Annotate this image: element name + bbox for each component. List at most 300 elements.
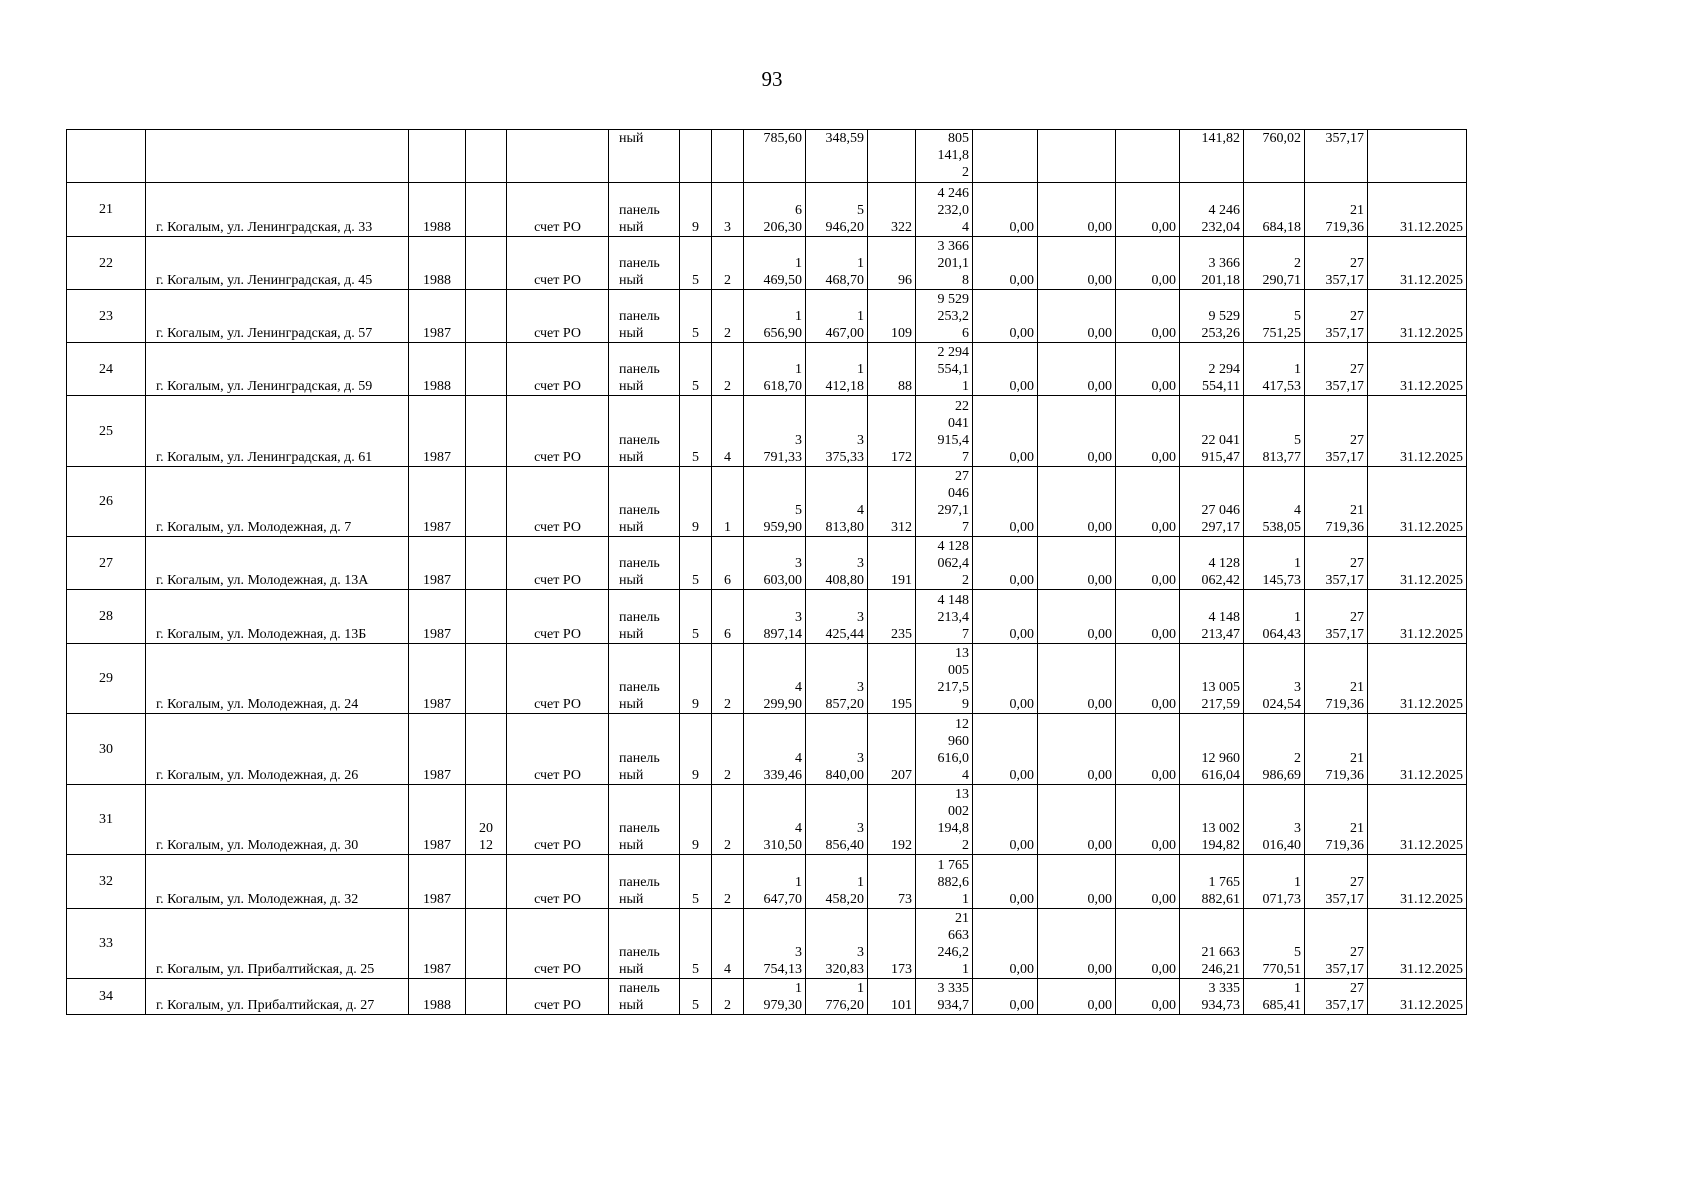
- cell-limit-cost-per-sqm: 27 357,17: [1305, 237, 1368, 290]
- table-row: [67, 979, 1467, 1015]
- cell-residents: 312: [868, 467, 916, 537]
- cell-year-renovated: [466, 590, 507, 644]
- cell-address: г. Когалым, ул. Ленинградская, д. 33: [146, 183, 409, 237]
- cell-limit-cost-per-sqm: 27 357,17: [1305, 855, 1368, 909]
- cell-year-renovated: [466, 644, 507, 714]
- cell-account-type: счет РО: [507, 467, 609, 537]
- cell-planned-date: 31.12.2025: [1368, 785, 1467, 855]
- cell-residents: 96: [868, 237, 916, 290]
- cell-year-renovated: [466, 979, 507, 1015]
- cell-total-area: 3 754,13: [744, 909, 806, 979]
- cell-planned-date: 31.12.2025: [1368, 237, 1467, 290]
- cell-cost-part-3: 0,00: [1116, 714, 1180, 785]
- cell-total-cost: 4 148 213,4 7: [916, 590, 973, 644]
- cell-floors: 9: [680, 644, 712, 714]
- cell-residents: 207: [868, 714, 916, 785]
- cell-year-renovated: [466, 714, 507, 785]
- cell-total-area: 3 897,14: [744, 590, 806, 644]
- cell-total-cost: 22 041 915,4 7: [916, 396, 973, 467]
- cell-total-area: 5 959,90: [744, 467, 806, 537]
- cell-total-area: 1 656,90: [744, 290, 806, 343]
- cell-cost-part-3: 0,00: [1116, 290, 1180, 343]
- cell-cost-part-2: 0,00: [1038, 855, 1116, 909]
- cell-floors: 9: [680, 183, 712, 237]
- cell-wall-material: панель ный: [609, 644, 680, 714]
- cell-account-type: счет РО: [507, 909, 609, 979]
- cell-limit-cost-per-sqm: 21 719,36: [1305, 785, 1368, 855]
- cell-wall-material: панель ный: [609, 785, 680, 855]
- cell-wall-material: панель ный: [609, 343, 680, 396]
- cell-cost-part-1: 0,00: [973, 343, 1038, 396]
- table-row: [67, 714, 1467, 785]
- cell-cost-part-2: 0,00: [1038, 467, 1116, 537]
- cell-residents: 109: [868, 290, 916, 343]
- cell-row-number: 22: [67, 237, 146, 290]
- cell-cost-fund: 141,82: [1180, 130, 1244, 183]
- cell-cost-part-1: 0,00: [973, 183, 1038, 237]
- cell-planned-date: 31.12.2025: [1368, 855, 1467, 909]
- cell-year-renovated: [466, 130, 507, 183]
- cell-row-number: 31: [67, 785, 146, 855]
- cell-residents: 173: [868, 909, 916, 979]
- cell-wall-material: панель ный: [609, 855, 680, 909]
- cell-entrances: 2: [712, 237, 744, 290]
- cell-total-cost: 13 005 217,5 9: [916, 644, 973, 714]
- cell-limit-cost-per-sqm: 27 357,17: [1305, 909, 1368, 979]
- cell-cost-fund: 27 046 297,17: [1180, 467, 1244, 537]
- cell-cost-per-sqm: 3 024,54: [1244, 644, 1305, 714]
- cell-cost-per-sqm: 1 064,43: [1244, 590, 1305, 644]
- cell-year-renovated: [466, 183, 507, 237]
- cell-total-cost: 12 960 616,0 4: [916, 714, 973, 785]
- cell-account-type: счет РО: [507, 343, 609, 396]
- cell-total-cost: 2 294 554,1 1: [916, 343, 973, 396]
- cell-cost-part-1: 0,00: [973, 237, 1038, 290]
- cell-cost-part-2: 0,00: [1038, 590, 1116, 644]
- cell-account-type: счет РО: [507, 537, 609, 590]
- cell-wall-material: панель ный: [609, 979, 680, 1015]
- cell-limit-cost-per-sqm: 357,17: [1305, 130, 1368, 183]
- cell-cost-per-sqm: 2 290,71: [1244, 237, 1305, 290]
- cell-cost-part-1: 0,00: [973, 590, 1038, 644]
- cell-planned-date: 31.12.2025: [1368, 183, 1467, 237]
- cell-residents: 322: [868, 183, 916, 237]
- cell-cost-part-3: 0,00: [1116, 467, 1180, 537]
- cell-cost-per-sqm: 3 016,40: [1244, 785, 1305, 855]
- cell-cost-part-2: 0,00: [1038, 537, 1116, 590]
- table-row: [67, 644, 1467, 714]
- cell-cost-fund: 1 765 882,61: [1180, 855, 1244, 909]
- table-row: [67, 237, 1467, 290]
- cell-planned-date: 31.12.2025: [1368, 343, 1467, 396]
- cell-year-built: 1987: [409, 537, 466, 590]
- cell-address: г. Когалым, ул. Молодежная, д. 30: [146, 785, 409, 855]
- cell-limit-cost-per-sqm: 27 357,17: [1305, 590, 1368, 644]
- cell-total-cost: 13 002 194,8 2: [916, 785, 973, 855]
- cell-limit-cost-per-sqm: 21 719,36: [1305, 714, 1368, 785]
- cell-floors: 5: [680, 590, 712, 644]
- cell-row-number: 24: [67, 343, 146, 396]
- cell-cost-part-2: 0,00: [1038, 343, 1116, 396]
- cell-cost-part-3: 0,00: [1116, 909, 1180, 979]
- cell-address: г. Когалым, ул. Молодежная, д. 32: [146, 855, 409, 909]
- cell-total-cost: 3 366 201,1 8: [916, 237, 973, 290]
- cell-floors: 5: [680, 909, 712, 979]
- cell-floors: 5: [680, 396, 712, 467]
- cell-year-built: 1987: [409, 855, 466, 909]
- cell-address: г. Когалым, ул. Ленинградская, д. 45: [146, 237, 409, 290]
- cell-wall-material: панель ный: [609, 714, 680, 785]
- cell-total-area: 3 791,33: [744, 396, 806, 467]
- cell-cost-fund: 4 128 062,42: [1180, 537, 1244, 590]
- cell-cost-part-3: 0,00: [1116, 590, 1180, 644]
- cell-year-built: 1988: [409, 183, 466, 237]
- cell-cost-fund: 21 663 246,21: [1180, 909, 1244, 979]
- cell-total-cost: 4 246 232,0 4: [916, 183, 973, 237]
- cell-entrances: 2: [712, 979, 744, 1015]
- table-row: [67, 343, 1467, 396]
- cell-cost-per-sqm: 5 751,25: [1244, 290, 1305, 343]
- cell-living-area: 3 840,00: [806, 714, 868, 785]
- cell-residents: 235: [868, 590, 916, 644]
- cell-address: г. Когалым, ул. Ленинградская, д. 57: [146, 290, 409, 343]
- cell-cost-part-2: 0,00: [1038, 183, 1116, 237]
- cell-year-built: 1988: [409, 979, 466, 1015]
- cell-account-type: счет РО: [507, 644, 609, 714]
- cell-living-area: 1 776,20: [806, 979, 868, 1015]
- cell-year-built: 1987: [409, 714, 466, 785]
- cell-cost-part-3: 0,00: [1116, 343, 1180, 396]
- cell-cost-part-3: [1116, 130, 1180, 183]
- table-row: [67, 785, 1467, 855]
- cell-address: г. Когалым, ул. Молодежная, д. 24: [146, 644, 409, 714]
- cell-row-number: 25: [67, 396, 146, 467]
- cell-cost-part-1: 0,00: [973, 537, 1038, 590]
- cell-planned-date: 31.12.2025: [1368, 979, 1467, 1015]
- cell-planned-date: 31.12.2025: [1368, 714, 1467, 785]
- cell-cost-part-3: 0,00: [1116, 855, 1180, 909]
- cell-year-renovated: [466, 855, 507, 909]
- cell-row-number: 33: [67, 909, 146, 979]
- cell-total-cost: 21 663 246,2 1: [916, 909, 973, 979]
- cell-limit-cost-per-sqm: 27 357,17: [1305, 343, 1368, 396]
- cell-cost-per-sqm: 1 145,73: [1244, 537, 1305, 590]
- cell-entrances: 2: [712, 290, 744, 343]
- cell-address: г. Когалым, ул. Прибалтийская, д. 27: [146, 979, 409, 1015]
- cell-cost-part-3: 0,00: [1116, 237, 1180, 290]
- cell-floors: 5: [680, 343, 712, 396]
- cell-wall-material: панель ный: [609, 590, 680, 644]
- cell-floors: 9: [680, 785, 712, 855]
- cell-planned-date: 31.12.2025: [1368, 467, 1467, 537]
- cell-total-cost: 4 128 062,4 2: [916, 537, 973, 590]
- cell-cost-fund: 2 294 554,11: [1180, 343, 1244, 396]
- cell-living-area: 1 458,20: [806, 855, 868, 909]
- cell-year-renovated: [466, 396, 507, 467]
- cell-entrances: 4: [712, 396, 744, 467]
- cell-address: г. Когалым, ул. Ленинградская, д. 59: [146, 343, 409, 396]
- table-row: [67, 183, 1467, 237]
- cell-cost-fund: 12 960 616,04: [1180, 714, 1244, 785]
- cell-planned-date: 31.12.2025: [1368, 644, 1467, 714]
- cell-total-cost: 9 529 253,2 6: [916, 290, 973, 343]
- cell-living-area: 3 425,44: [806, 590, 868, 644]
- cell-entrances: 2: [712, 714, 744, 785]
- cell-cost-part-2: 0,00: [1038, 909, 1116, 979]
- table-body: [67, 130, 1467, 1015]
- cell-total-area: 785,60: [744, 130, 806, 183]
- cell-row-number: 23: [67, 290, 146, 343]
- cell-year-renovated: [466, 909, 507, 979]
- cell-cost-part-2: 0,00: [1038, 396, 1116, 467]
- cell-account-type: [507, 130, 609, 183]
- cell-total-cost: 1 765 882,6 1: [916, 855, 973, 909]
- cell-wall-material: панель ный: [609, 467, 680, 537]
- cell-limit-cost-per-sqm: 27 357,17: [1305, 396, 1368, 467]
- cell-limit-cost-per-sqm: 27 357,17: [1305, 979, 1368, 1015]
- cell-cost-part-2: 0,00: [1038, 237, 1116, 290]
- cell-living-area: 3 375,33: [806, 396, 868, 467]
- cell-row-number: 30: [67, 714, 146, 785]
- cell-cost-per-sqm: 1 071,73: [1244, 855, 1305, 909]
- cell-year-built: [409, 130, 466, 183]
- cell-floors: [680, 130, 712, 183]
- cell-cost-fund: 13 005 217,59: [1180, 644, 1244, 714]
- cell-living-area: 5 946,20: [806, 183, 868, 237]
- housing-register-table: [66, 129, 1467, 1015]
- cell-row-number: 26: [67, 467, 146, 537]
- cell-year-built: 1987: [409, 909, 466, 979]
- cell-residents: 192: [868, 785, 916, 855]
- cell-residents: 172: [868, 396, 916, 467]
- cell-cost-per-sqm: 5 813,77: [1244, 396, 1305, 467]
- cell-cost-part-1: 0,00: [973, 396, 1038, 467]
- cell-wall-material: панель ный: [609, 237, 680, 290]
- cell-cost-part-1: 0,00: [973, 467, 1038, 537]
- cell-year-built: 1988: [409, 343, 466, 396]
- cell-row-number: 29: [67, 644, 146, 714]
- table-row: [67, 130, 1467, 183]
- cell-cost-per-sqm: 1 685,41: [1244, 979, 1305, 1015]
- cell-limit-cost-per-sqm: 21 719,36: [1305, 183, 1368, 237]
- cell-wall-material: панель ный: [609, 909, 680, 979]
- cell-cost-part-3: 0,00: [1116, 644, 1180, 714]
- cell-account-type: счет РО: [507, 290, 609, 343]
- cell-entrances: 2: [712, 343, 744, 396]
- cell-cost-part-3: 0,00: [1116, 396, 1180, 467]
- cell-cost-part-1: 0,00: [973, 909, 1038, 979]
- page-number: 93: [761, 67, 783, 91]
- cell-cost-part-3: 0,00: [1116, 537, 1180, 590]
- cell-total-area: 6 206,30: [744, 183, 806, 237]
- cell-floors: 9: [680, 467, 712, 537]
- cell-floors: 5: [680, 237, 712, 290]
- cell-total-cost: 3 335 934,7: [916, 979, 973, 1015]
- cell-cost-part-2: 0,00: [1038, 979, 1116, 1015]
- cell-year-built: 1987: [409, 785, 466, 855]
- cell-year-renovated: 20 12: [466, 785, 507, 855]
- cell-total-area: 1 618,70: [744, 343, 806, 396]
- cell-entrances: 2: [712, 855, 744, 909]
- cell-planned-date: [1368, 130, 1467, 183]
- cell-floors: 5: [680, 855, 712, 909]
- cell-entrances: 6: [712, 590, 744, 644]
- cell-total-cost: 805 141,8 2: [916, 130, 973, 183]
- cell-limit-cost-per-sqm: 21 719,36: [1305, 644, 1368, 714]
- cell-cost-fund: 13 002 194,82: [1180, 785, 1244, 855]
- cell-cost-part-2: 0,00: [1038, 785, 1116, 855]
- cell-address: г. Когалым, ул. Молодежная, д. 13А: [146, 537, 409, 590]
- table-row: [67, 467, 1467, 537]
- cell-account-type: счет РО: [507, 714, 609, 785]
- cell-total-cost: 27 046 297,1 7: [916, 467, 973, 537]
- cell-living-area: 348,59: [806, 130, 868, 183]
- cell-limit-cost-per-sqm: 21 719,36: [1305, 467, 1368, 537]
- cell-planned-date: 31.12.2025: [1368, 590, 1467, 644]
- cell-living-area: 1 468,70: [806, 237, 868, 290]
- cell-year-built: 1987: [409, 590, 466, 644]
- cell-living-area: 4 813,80: [806, 467, 868, 537]
- cell-cost-part-3: 0,00: [1116, 785, 1180, 855]
- cell-living-area: 1 412,18: [806, 343, 868, 396]
- cell-cost-part-1: 0,00: [973, 979, 1038, 1015]
- cell-row-number: 21: [67, 183, 146, 237]
- cell-cost-per-sqm: 4 538,05: [1244, 467, 1305, 537]
- cell-year-renovated: [466, 237, 507, 290]
- table-row: [67, 590, 1467, 644]
- cell-cost-part-1: 0,00: [973, 785, 1038, 855]
- cell-total-area: 3 603,00: [744, 537, 806, 590]
- cell-wall-material: панель ный: [609, 537, 680, 590]
- table-row: [67, 396, 1467, 467]
- cell-year-built: 1987: [409, 396, 466, 467]
- cell-cost-part-2: [1038, 130, 1116, 183]
- cell-account-type: счет РО: [507, 590, 609, 644]
- cell-cost-part-2: 0,00: [1038, 290, 1116, 343]
- cell-row-number: 34: [67, 979, 146, 1015]
- cell-total-area: 1 469,50: [744, 237, 806, 290]
- cell-cost-fund: 22 041 915,47: [1180, 396, 1244, 467]
- cell-cost-part-1: 0,00: [973, 855, 1038, 909]
- cell-year-built: 1988: [409, 237, 466, 290]
- cell-cost-fund: 3 335 934,73: [1180, 979, 1244, 1015]
- cell-floors: 5: [680, 537, 712, 590]
- cell-account-type: счет РО: [507, 183, 609, 237]
- cell-address: г. Когалым, ул. Молодежная, д. 13Б: [146, 590, 409, 644]
- cell-entrances: 3: [712, 183, 744, 237]
- cell-wall-material: панель ный: [609, 290, 680, 343]
- cell-cost-per-sqm: 1 417,53: [1244, 343, 1305, 396]
- cell-address: г. Когалым, ул. Молодежная, д. 26: [146, 714, 409, 785]
- cell-address: г. Когалым, ул. Ленинградская, д. 61: [146, 396, 409, 467]
- cell-planned-date: 31.12.2025: [1368, 909, 1467, 979]
- table-row: [67, 855, 1467, 909]
- cell-entrances: 2: [712, 785, 744, 855]
- cell-year-built: 1987: [409, 644, 466, 714]
- cell-planned-date: 31.12.2025: [1368, 396, 1467, 467]
- cell-residents: 191: [868, 537, 916, 590]
- cell-cost-per-sqm: 5 770,51: [1244, 909, 1305, 979]
- cell-cost-part-2: 0,00: [1038, 644, 1116, 714]
- cell-account-type: счет РО: [507, 785, 609, 855]
- cell-floors: 5: [680, 979, 712, 1015]
- table-row: [67, 537, 1467, 590]
- cell-year-renovated: [466, 343, 507, 396]
- cell-address: г. Когалым, ул. Прибалтийская, д. 25: [146, 909, 409, 979]
- cell-account-type: счет РО: [507, 855, 609, 909]
- cell-entrances: [712, 130, 744, 183]
- cell-living-area: 3 857,20: [806, 644, 868, 714]
- cell-year-renovated: [466, 537, 507, 590]
- cell-row-number: 32: [67, 855, 146, 909]
- cell-account-type: счет РО: [507, 237, 609, 290]
- cell-living-area: 1 467,00: [806, 290, 868, 343]
- cell-planned-date: 31.12.2025: [1368, 290, 1467, 343]
- cell-cost-fund: 3 366 201,18: [1180, 237, 1244, 290]
- cell-total-area: 1 647,70: [744, 855, 806, 909]
- table-row: [67, 290, 1467, 343]
- cell-living-area: 3 856,40: [806, 785, 868, 855]
- cell-residents: 101: [868, 979, 916, 1015]
- cell-total-area: 4 339,46: [744, 714, 806, 785]
- cell-year-renovated: [466, 290, 507, 343]
- cell-cost-part-3: 0,00: [1116, 183, 1180, 237]
- cell-cost-per-sqm: 760,02: [1244, 130, 1305, 183]
- cell-cost-fund: 4 246 232,04: [1180, 183, 1244, 237]
- cell-residents: 88: [868, 343, 916, 396]
- cell-account-type: счет РО: [507, 396, 609, 467]
- cell-living-area: 3 408,80: [806, 537, 868, 590]
- cell-row-number: 27: [67, 537, 146, 590]
- cell-wall-material: ный: [609, 130, 680, 183]
- cell-cost-part-1: 0,00: [973, 714, 1038, 785]
- cell-cost-part-1: [973, 130, 1038, 183]
- cell-planned-date: 31.12.2025: [1368, 537, 1467, 590]
- cell-year-built: 1987: [409, 290, 466, 343]
- cell-address: г. Когалым, ул. Молодежная, д. 7: [146, 467, 409, 537]
- cell-cost-part-1: 0,00: [973, 290, 1038, 343]
- cell-address: [146, 130, 409, 183]
- cell-cost-per-sqm: 684,18: [1244, 183, 1305, 237]
- cell-cost-part-1: 0,00: [973, 644, 1038, 714]
- cell-row-number: 28: [67, 590, 146, 644]
- cell-limit-cost-per-sqm: 27 357,17: [1305, 290, 1368, 343]
- cell-total-area: 4 299,90: [744, 644, 806, 714]
- cell-year-renovated: [466, 467, 507, 537]
- table-row: [67, 909, 1467, 979]
- cell-total-area: 1 979,30: [744, 979, 806, 1015]
- cell-total-area: 4 310,50: [744, 785, 806, 855]
- cell-cost-per-sqm: 2 986,69: [1244, 714, 1305, 785]
- cell-living-area: 3 320,83: [806, 909, 868, 979]
- cell-residents: [868, 130, 916, 183]
- cell-cost-fund: 4 148 213,47: [1180, 590, 1244, 644]
- cell-residents: 195: [868, 644, 916, 714]
- cell-cost-part-3: 0,00: [1116, 979, 1180, 1015]
- cell-cost-part-2: 0,00: [1038, 714, 1116, 785]
- cell-entrances: 6: [712, 537, 744, 590]
- cell-cost-fund: 9 529 253,26: [1180, 290, 1244, 343]
- cell-floors: 5: [680, 290, 712, 343]
- cell-limit-cost-per-sqm: 27 357,17: [1305, 537, 1368, 590]
- cell-residents: 73: [868, 855, 916, 909]
- cell-entrances: 2: [712, 644, 744, 714]
- cell-row-number: [67, 130, 146, 183]
- cell-floors: 9: [680, 714, 712, 785]
- cell-entrances: 1: [712, 467, 744, 537]
- cell-year-built: 1987: [409, 467, 466, 537]
- cell-entrances: 4: [712, 909, 744, 979]
